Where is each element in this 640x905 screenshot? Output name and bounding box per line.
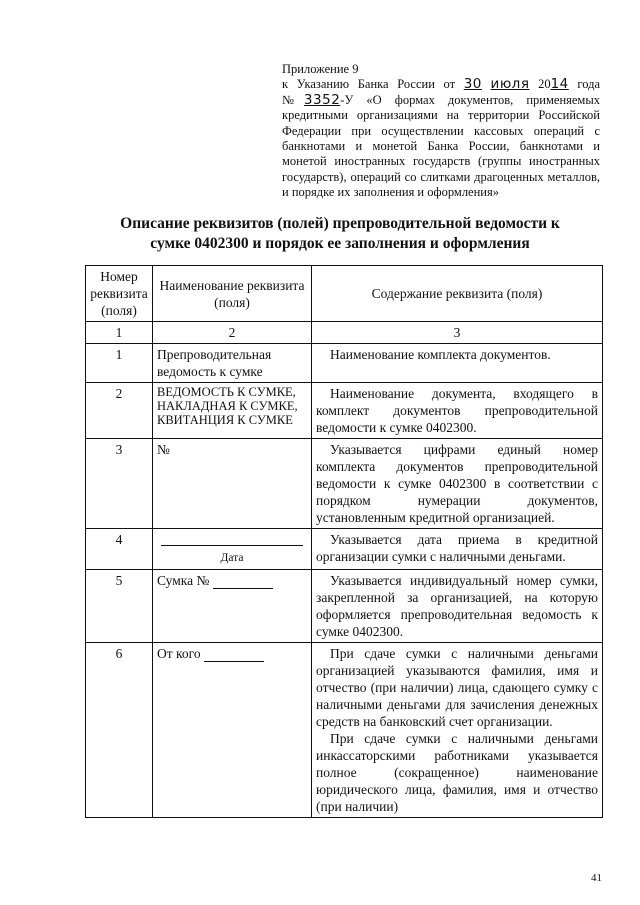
content-paragraph: При сдаче сумки с наличными деньгами организацией указываются фамилия, имя и отчество (при наличии) лица, сдающего сумку с наличными деньгами для зачисления денежных средств на банковский счет организации. [316, 646, 598, 729]
heading-line-1: Описание реквизитов (полей) препроводительной ведомости к [120, 215, 560, 232]
blank-line [213, 576, 273, 589]
row-name [153, 643, 312, 818]
blank-line [204, 649, 264, 662]
row-number: 5 [86, 570, 153, 643]
header-content: Содержание реквизита (поля) [312, 266, 603, 322]
row-content: Указывается индивидуальный номер сумки, закрепленной за организацией, на которую оформляется препроводительная ведомость к сумке 0402300. [312, 570, 603, 643]
appendix-number: 3352 [303, 91, 341, 108]
appendix-block [282, 62, 600, 201]
row-content: Наименование документа, входящего в комплект документов препроводительной ведомости к сумке 0402300. [312, 383, 603, 439]
row-content: Указывается дата приема в кредитной организации сумки с наличными деньгами. [312, 529, 603, 570]
row-content [312, 643, 603, 818]
heading-line-2: сумке 0402300 и порядок ее заполнения и оформления [150, 235, 530, 252]
appendix-title: Приложение 9 [282, 62, 359, 76]
page-heading [60, 214, 620, 254]
appendix-text: к Указанию Банка России от 30 июля 2014 года №3352-У «О формах документов, применяемых кредитными организациями на территории Российской Федерации при осуществлении кассовых операций с банкнотами и монетой Банка России, банкнотами и монетой иностранных государств (группы иностранных государств), операций со слитками драгоценных металлов, и порядке их заполнения и оформления» [282, 76, 601, 200]
row-name [153, 570, 312, 643]
bag-number-label: Сумка № [157, 573, 210, 588]
table-row [86, 344, 603, 383]
index-cell: 2 [153, 322, 312, 344]
table-index-row [86, 322, 603, 344]
row-name: Препроводительная ведомость к сумке [153, 344, 312, 383]
header-name: Наименование реквизита (поля) [153, 266, 312, 322]
table-header-row [86, 266, 603, 322]
table-row [86, 529, 603, 570]
row-number: 6 [86, 643, 153, 818]
requisites-table [85, 265, 603, 818]
row-content: Указывается цифрами единый номер комплекта документов препроводительной ведомости к сумке 0402300 в соответствии с порядком нумерации документов, установленным кредитной организацией. [312, 439, 603, 529]
date-caption: Дата [220, 552, 244, 564]
row-number: 3 [86, 439, 153, 529]
row-name-date [153, 529, 312, 570]
table-row [86, 439, 603, 529]
index-cell: 3 [312, 322, 603, 344]
row-number: 4 [86, 529, 153, 570]
appendix-day: 30 [463, 76, 482, 93]
table-row [86, 643, 603, 818]
table-row [86, 570, 603, 643]
page-number: 41 [591, 872, 602, 884]
date-blank-line [161, 531, 303, 546]
index-cell: 1 [86, 322, 153, 344]
appendix-month: июля [490, 76, 530, 93]
row-content: Наименование комплекта документов. [312, 344, 603, 383]
from-whom-label: От кого [157, 646, 201, 661]
table-row [86, 383, 603, 439]
row-number: 1 [86, 344, 153, 383]
row-name: № [153, 439, 312, 529]
header-number: Номер реквизита (поля) [86, 266, 153, 322]
appendix-year: 14 [550, 76, 569, 93]
row-number: 2 [86, 383, 153, 439]
content-paragraph: При сдаче сумки с наличными деньгами инкассаторскими работниками указывается полное (сокращенное) наименование юридического лица, фамилия, имя и отчество (при наличии) [316, 731, 598, 814]
row-name: ВЕДОМОСТЬ К СУМКЕ, НАКЛАДНАЯ К СУМКЕ, КВИТАНЦИЯ К СУМКЕ [153, 383, 312, 439]
